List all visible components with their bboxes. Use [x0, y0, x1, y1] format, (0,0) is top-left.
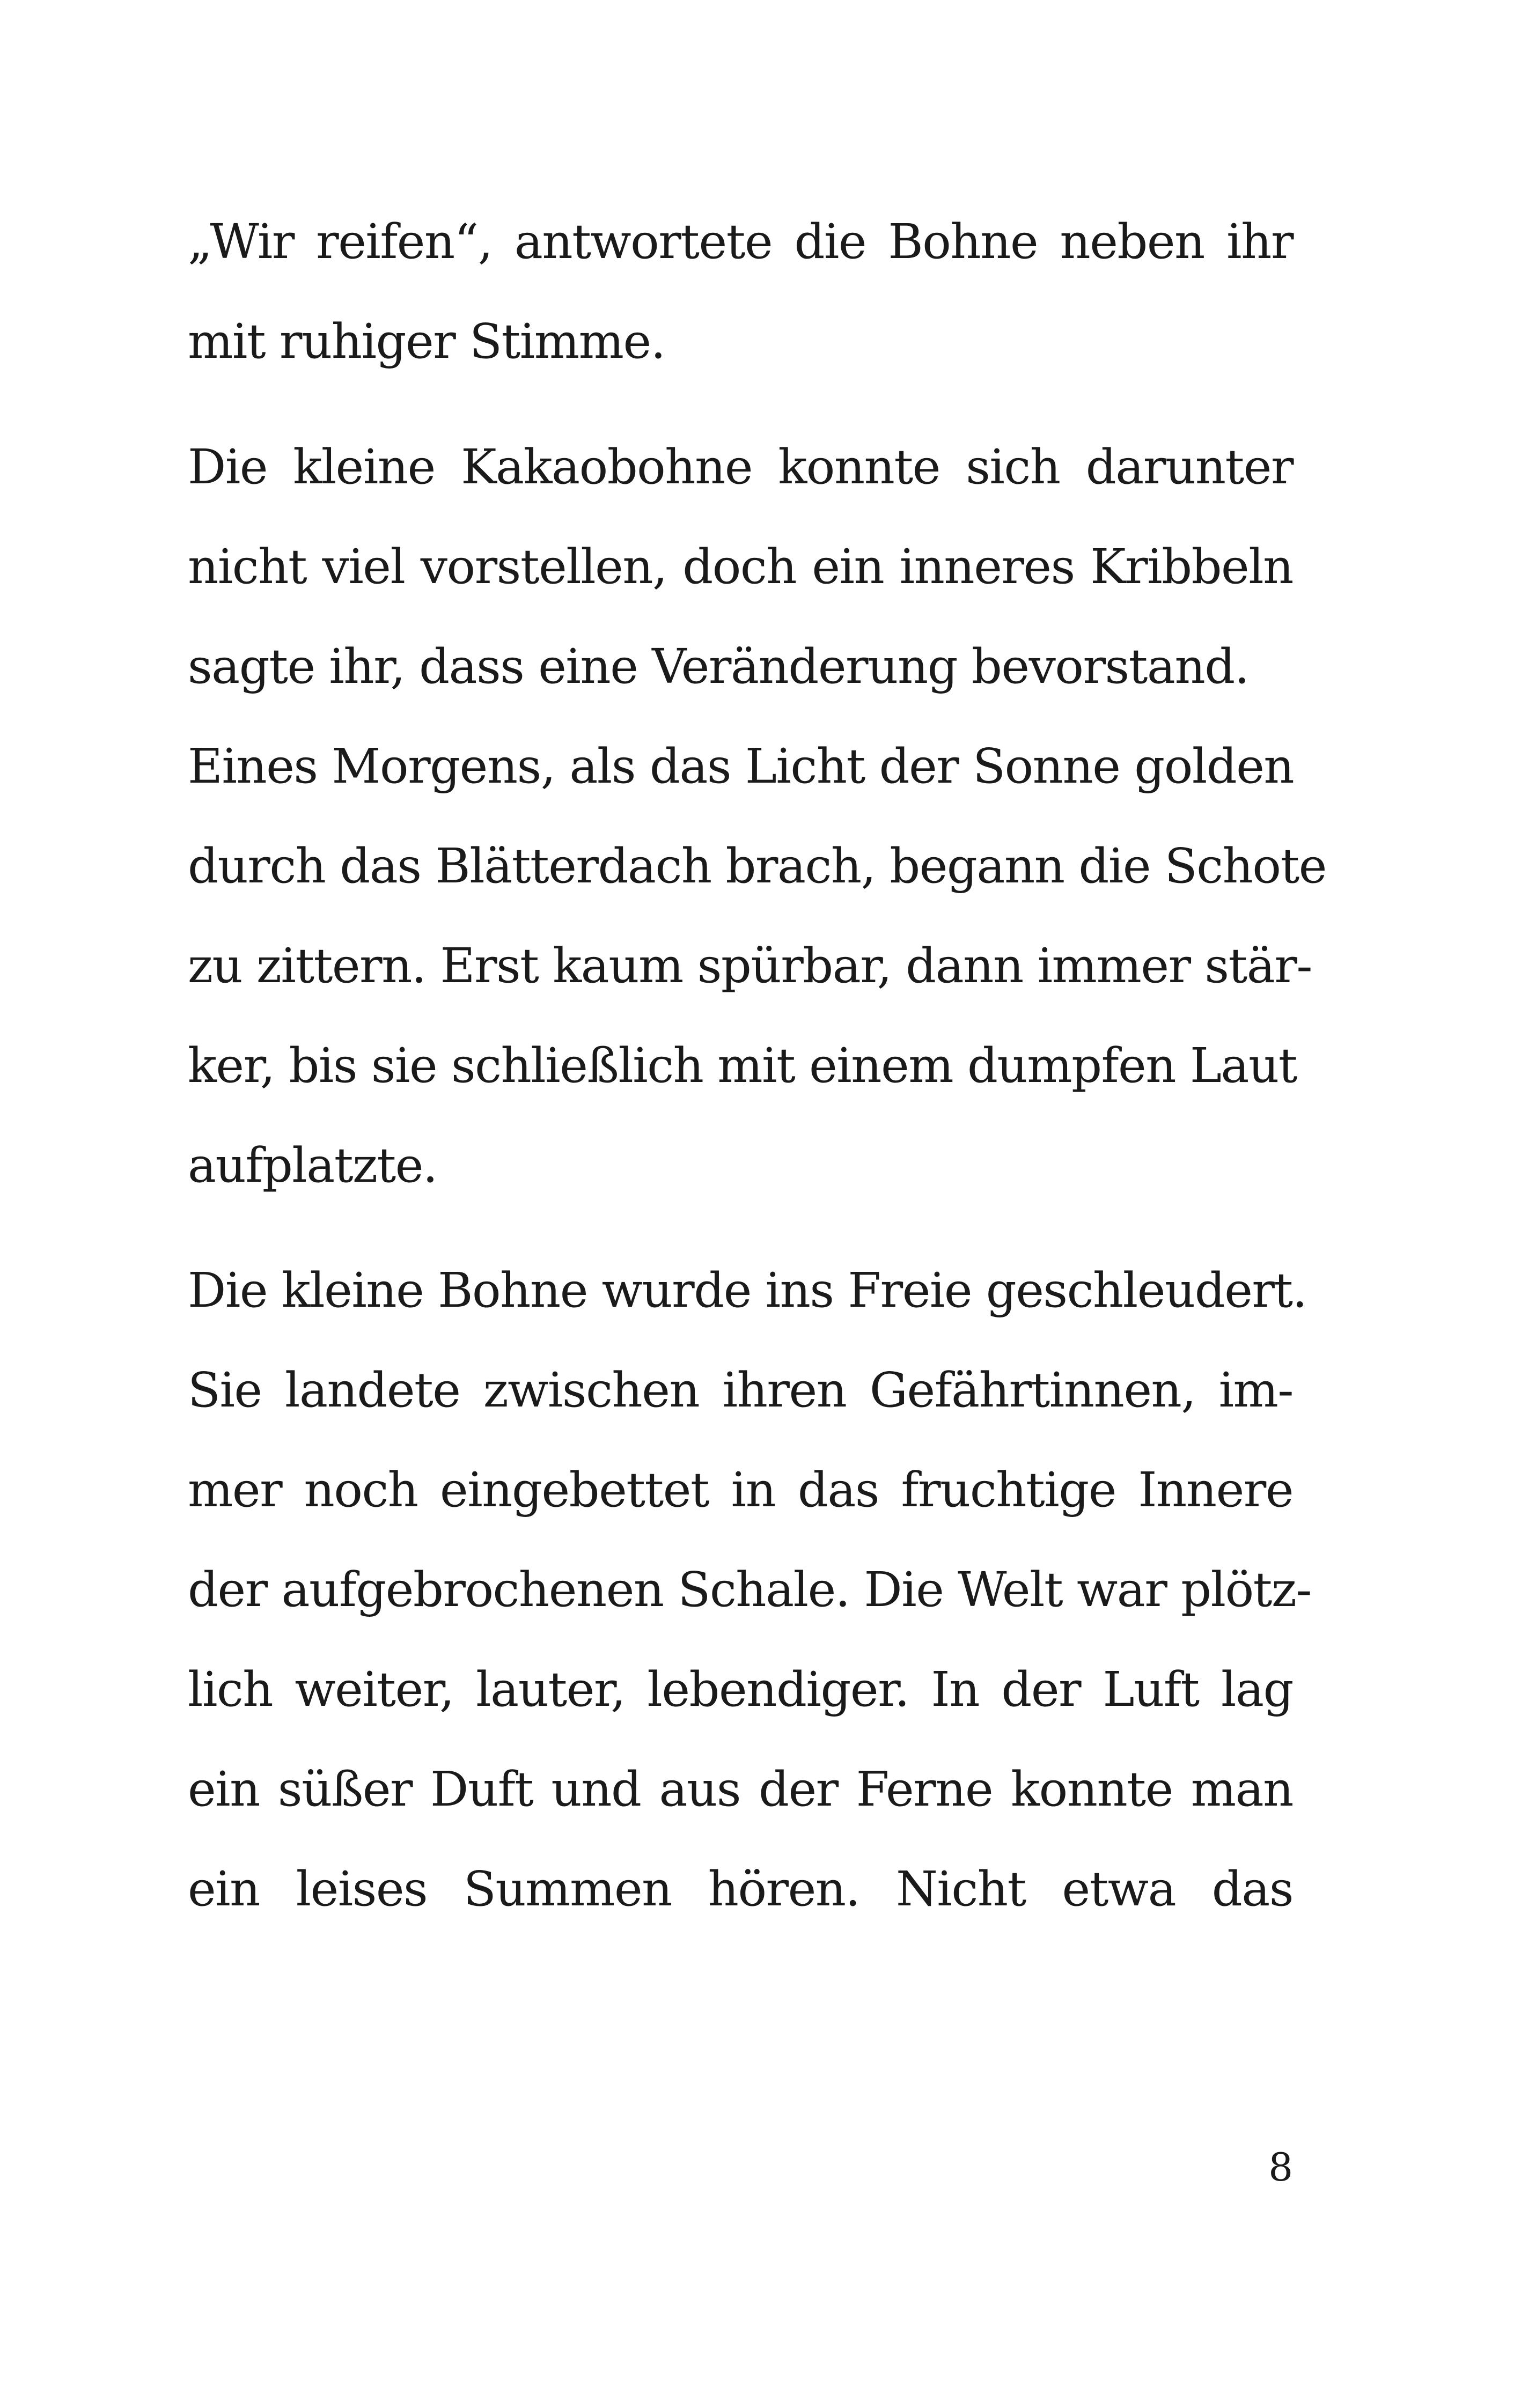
page-number: 8	[1268, 2145, 1293, 2190]
text-line: ein süßer Duft und aus der Ferne konnte man	[188, 1761, 1293, 1817]
text-line: Sie landete zwischen ihren Gefährtinnen, im-	[188, 1362, 1293, 1418]
text-line: ein leises Summen hören. Nicht etwa das	[188, 1861, 1293, 1917]
text-line: durch das Blätterdach brach, begann die Schote	[188, 838, 1326, 894]
text-line: „Wir reifen“, antwortete die Bohne neben ihr	[188, 213, 1293, 269]
text-line: aufplatzte.	[188, 1137, 437, 1193]
text-line: mer noch eingebettet in das fruchtige Innere	[188, 1462, 1293, 1518]
text-line: lich weiter, lauter, lebendiger. In der Luft lag	[188, 1661, 1293, 1717]
text-line: der aufgebrochenen Schale. Die Welt war plötz-	[188, 1562, 1311, 1617]
text-line: sagte ihr, dass eine Veränderung bevorstand.	[188, 638, 1249, 694]
text-line: ker, bis sie schließlich mit einem dumpfen Laut	[188, 1037, 1297, 1093]
text-line: Eines Morgens, als das Licht der Sonne golden	[188, 738, 1294, 794]
text-line: zu zittern. Erst kaum spürbar, dann immer stär-	[188, 938, 1312, 993]
text-line: Die kleine Kakaobohne konnte sich darunter	[188, 439, 1293, 495]
text-line: nicht viel vorstellen, doch ein inneres Kribbeln	[188, 539, 1293, 594]
text-line: mit ruhiger Stimme.	[188, 313, 665, 369]
text-line: Die kleine Bohne wurde ins Freie geschleudert.	[188, 1262, 1307, 1318]
